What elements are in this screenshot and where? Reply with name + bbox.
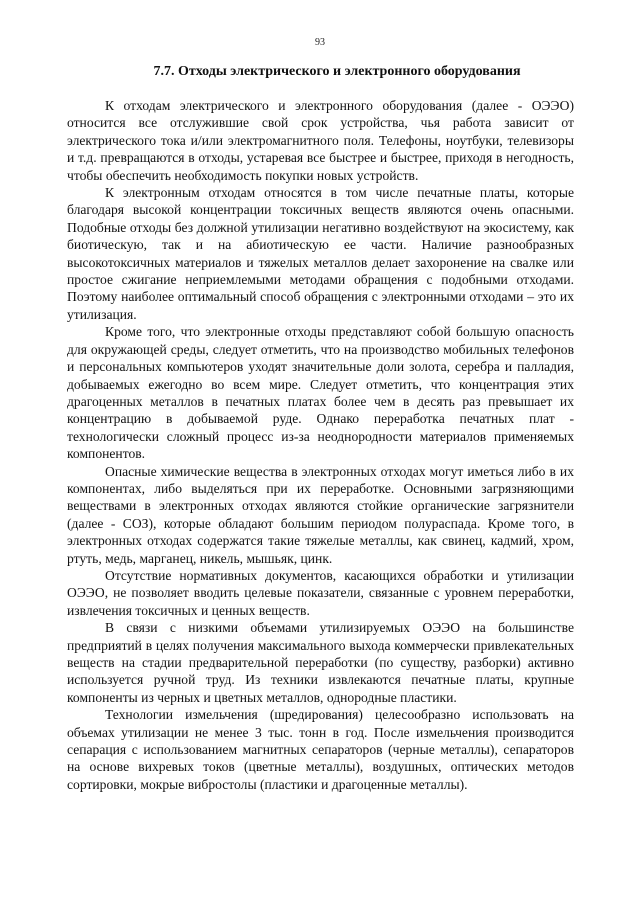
paragraph-2: К электронным отходам относятся в том числе печатные платы, которые благодаря высокой концентрации токсичных веществ являются очень опасными. Подобные отходы без должной утилизации негативно воздействуют на экосистему, как биотическую, так и на абиотическую ее части. Наличие разнообразных высокотоксичных материалов и тяжелых металлов делает захоронение на свалке или простое сжигание неприемлемыми методами обращения с подобными отходами. Поэтому наиболее оптимальный способ обращения с электронными отходами – это их утилизация. <box>67 185 574 322</box>
paragraph-4: Опасные химические вещества в электронных отходах могут иметься либо в их компонентах, либо выделяться при их переработке. Основными загрязняющими веществами в электронных отходах являются стойкие органические загрязнители (далее - СОЗ), которые обладают большим периодом полураспада. Кроме того, в электронных отходах содержатся такие тяжелые металлы, как свинец, кадмий, хром, ртуть, медь, марганец, никель, мышьяк, цинк. <box>67 463 574 566</box>
paragraph-3: Кроме того, что электронные отходы представляют собой большую опасность для окружающей среды, следует отметить, что на производство мобильных телефонов и персональных компьютеров уходят значительные доли золота, серебра и палладия, добываемых ежегодно во всем мире. Следует отметить, что концентрация этих драгоценных металлов в печатных платах более чем в десять раз превышает их концентрацию в добываемой руде. Однако переработка печатных плат - технологически сложный процесс из-за неоднородности материалов применяемых компонентов. <box>67 324 574 462</box>
page-number: 93 <box>315 37 325 48</box>
paragraph-5: Отсутствие нормативных документов, касающихся обработки и утилизации ОЭЭО, не позволяет вводить целевые показатели, связанные с уровнем переработки, извлечения токсичных и ценных веществ. <box>67 567 574 618</box>
paragraph-6: В связи с низкими объемами утилизируемых ОЭЭО на большинстве предприятий в целях получения максимального выхода коммерчески привлекательных веществ на стадии предварительной переработки (по существу, разборки) активно используется ручной труд. Из техники извлекаются печатные платы, крупные компоненты из черных и цветных металлов, однородные пластики. <box>67 620 574 705</box>
paragraph-7: Технологии измельчения (шредирования) целесообразно использовать на объемах утилизации не менее 3 тыс. тонн в год. После измельчения производится сепарация с использованием магнитных сепараторов (черные металлы), сепараторов на основе вихревых токов (цветные металлы), воздушных, оптических методов сортировки, мокрые вибростолы (пластики и драгоценные металлы). <box>67 707 574 792</box>
section-title: 7.7. Отходы электрического и электронного оборудования <box>153 64 521 79</box>
paragraph-1: К отходам электрического и электронного оборудования (далее - ОЭЭО) относится все отслужившие свой срок устройства, чья работа зависит от электрического тока и/или электромагнитного поля. Телефоны, ноутбуки, телевизоры и т.д. превращаются в отходы, устаревая все быстрее и быстрее, приходя в негодность, чтобы обеспечить необходимость покупки новых устройств. <box>67 98 574 183</box>
body-text <box>67 97 574 793</box>
